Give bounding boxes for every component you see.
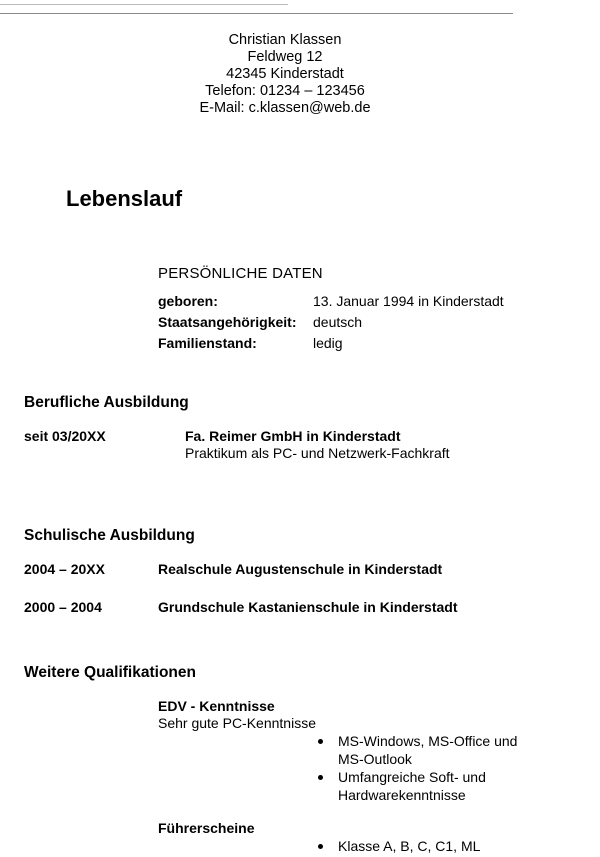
vocational-company: Fa. Reimer GmbH in Kinderstadt (185, 428, 401, 444)
license-heading: Führerscheine (158, 820, 255, 836)
personal-data-heading: PERSÖNLICHE DATEN (158, 265, 323, 282)
bullet-icon (318, 739, 323, 744)
list-item (318, 838, 538, 856)
edv-item-2: Umfangreiche Soft- und Hardwarekenntnisse (338, 769, 486, 803)
edv-item-1: MS-Windows, MS-Office und MS-Outlook (338, 733, 518, 767)
address-city: 42345 Kinderstadt (226, 66, 344, 82)
bullet-icon (318, 844, 323, 849)
school-period-1: 2004 – 20XX (24, 561, 105, 577)
list-item (318, 769, 538, 804)
phone-number: Telefon: 01234 – 123456 (205, 83, 365, 99)
marital-status-value: ledig (313, 335, 343, 351)
address-block (130, 32, 440, 117)
applicant-name: Christian Klassen (228, 32, 342, 48)
nationality-label: Staatsangehörigkeit: (158, 314, 297, 330)
qualifications-heading: Weitere Qualifikationen (24, 664, 196, 681)
school-period-2: 2000 – 2004 (24, 599, 102, 615)
school-heading: Schulische Ausbildung (24, 527, 195, 544)
document-title: Lebenslauf (66, 186, 183, 211)
list-item (318, 733, 538, 768)
school-name-1: Realschule Augustenschule in Kinderstadt (158, 561, 443, 577)
license-list (318, 838, 538, 857)
top-rule-short (0, 4, 288, 5)
top-rule (0, 13, 513, 14)
vocational-heading: Berufliche Ausbildung (24, 394, 189, 411)
edv-list (318, 733, 538, 805)
bullet-icon (318, 775, 323, 780)
edv-heading: EDV - Kenntnisse (158, 698, 275, 714)
school-name-2: Grundschule Kastanienschule in Kinderstadt (158, 599, 458, 615)
email-address: E-Mail: c.klassen@web.de (199, 100, 371, 116)
edv-summary: Sehr gute PC-Kenntnisse (158, 715, 316, 731)
nationality-value: deutsch (313, 314, 363, 330)
marital-status-label: Familienstand: (158, 335, 257, 351)
address-street: Feldweg 12 (247, 49, 323, 65)
birth-label: geboren: (158, 293, 218, 309)
vocational-role: Praktikum als PC- und Netzwerk-Fachkraft (185, 445, 450, 461)
license-item-1: Klasse A, B, C, C1, ML (338, 838, 481, 854)
birth-value: 13. Januar 1994 in Kinderstadt (313, 293, 504, 309)
vocational-period: seit 03/20XX (24, 428, 106, 444)
